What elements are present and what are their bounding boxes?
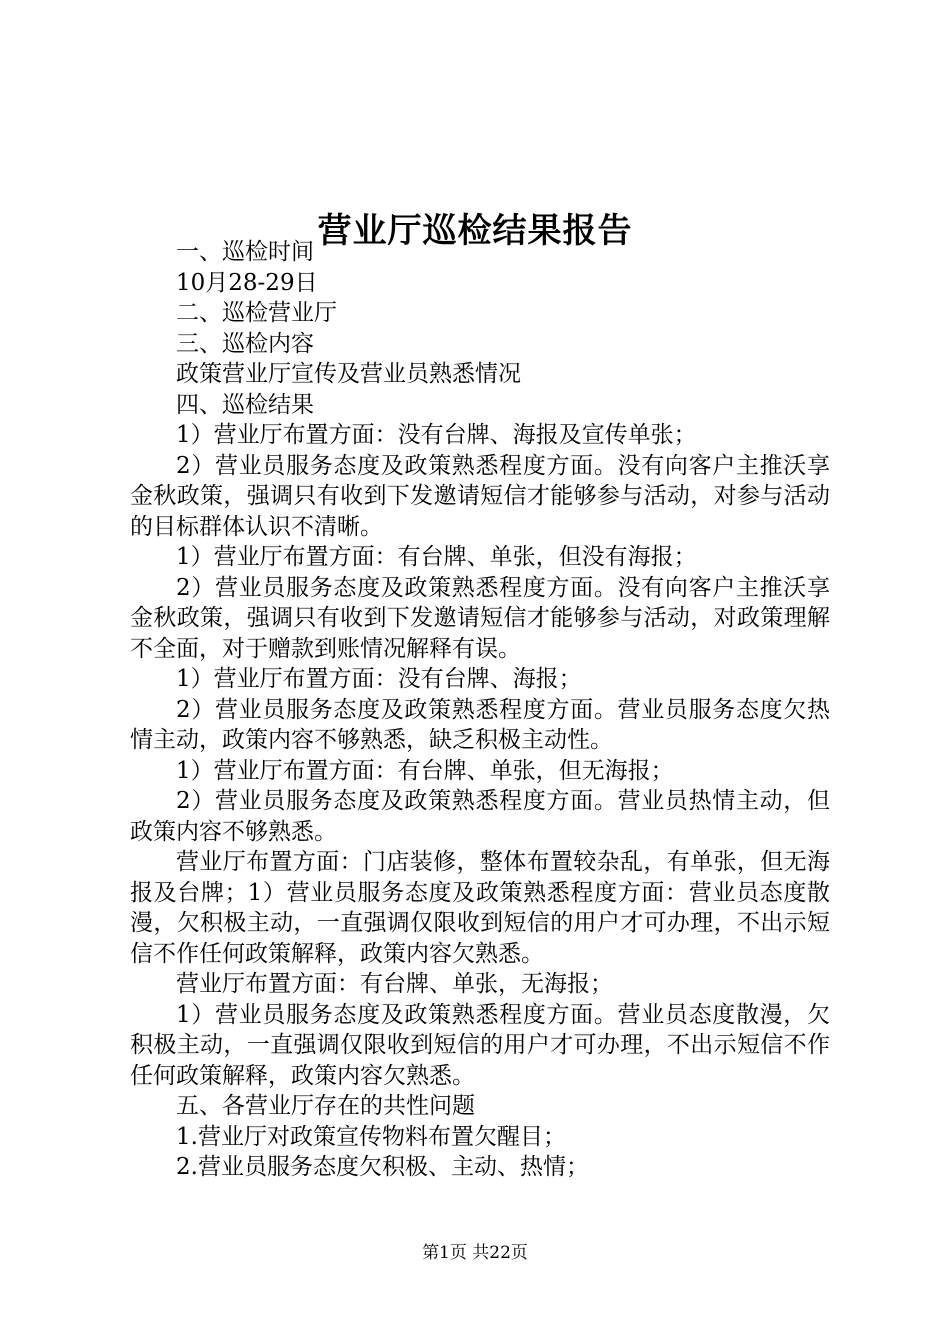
paragraph: 1）营业厅布置方面：有台牌、单张，但无海报； xyxy=(176,757,674,784)
paragraph: 10月28-29日 xyxy=(176,269,318,296)
document-body xyxy=(130,237,830,1183)
page-footer: 第1页 共22页 xyxy=(422,1243,528,1263)
paragraph: 1）营业员服务态度及政策熟悉程度方面。营业员态度散漫，欠积极主动，一直强调仅限收到短信的用户才可办理，不出示短信不作任何政策解释，政策内容欠熟悉。 xyxy=(130,1001,830,1089)
paragraph: 政策营业厅宣传及营业员熟悉情况 xyxy=(176,361,521,387)
paragraph: 1.营业厅对政策宣传物料布置欠醒目； xyxy=(176,1123,566,1150)
section-heading: 五、各营业厅存在的共性问题 xyxy=(176,1093,475,1119)
paragraph: 营业厅布置方面：有台牌、单张，无海报； xyxy=(176,971,613,997)
paragraph: 1）营业厅布置方面：没有台牌、海报； xyxy=(176,666,582,692)
paragraph: 1）营业厅布置方面：有台牌、单张，但没有海报； xyxy=(176,544,697,570)
paragraph: 2）营业员服务态度及政策熟悉程度方面。没有向客户主推沃享金秋政策，强调只有收到下发邀请短信才能够参与活动，对参与活动的目标群体认识不清晰。 xyxy=(130,452,830,540)
section-heading: 四、巡检结果 xyxy=(176,391,314,418)
section-heading: 三、巡检内容 xyxy=(176,330,314,357)
document-title: 营业厅巡检结果报告 xyxy=(317,210,633,251)
paragraph: 2）营业员服务态度及政策熟悉程度方面。营业员热情主动，但政策内容不够熟悉。 xyxy=(130,788,830,845)
section-heading: 二、巡检营业厅 xyxy=(176,300,337,326)
paragraph: 2）营业员服务态度及政策熟悉程度方面。没有向客户主推沃享金秋政策，强调只有收到下发邀请短信才能够参与活动，对政策理解不全面，对于赠款到账情况解释有误。 xyxy=(130,574,830,662)
paragraph: 1）营业厅布置方面：没有台牌、海报及宣传单张； xyxy=(176,422,697,448)
paragraph: 营业厅布置方面：门店装修，整体布置较杂乱，有单张，但无海报及台牌；1）营业员服务态度及政策熟悉程度方面：营业员态度散漫，欠积极主动，一直强调仅限收到短信的用户才可办理，不出示短信不作任何政策解释，政策内容欠熟悉。 xyxy=(130,849,830,967)
paragraph: 2.营业员服务态度欠积极、主动、热情； xyxy=(176,1154,589,1180)
section-heading: 一、巡检时间 xyxy=(176,239,314,265)
paragraph: 2）营业员服务态度及政策熟悉程度方面。营业员服务态度欠热情主动，政策内容不够熟悉，缺乏积极主动性。 xyxy=(130,696,830,753)
